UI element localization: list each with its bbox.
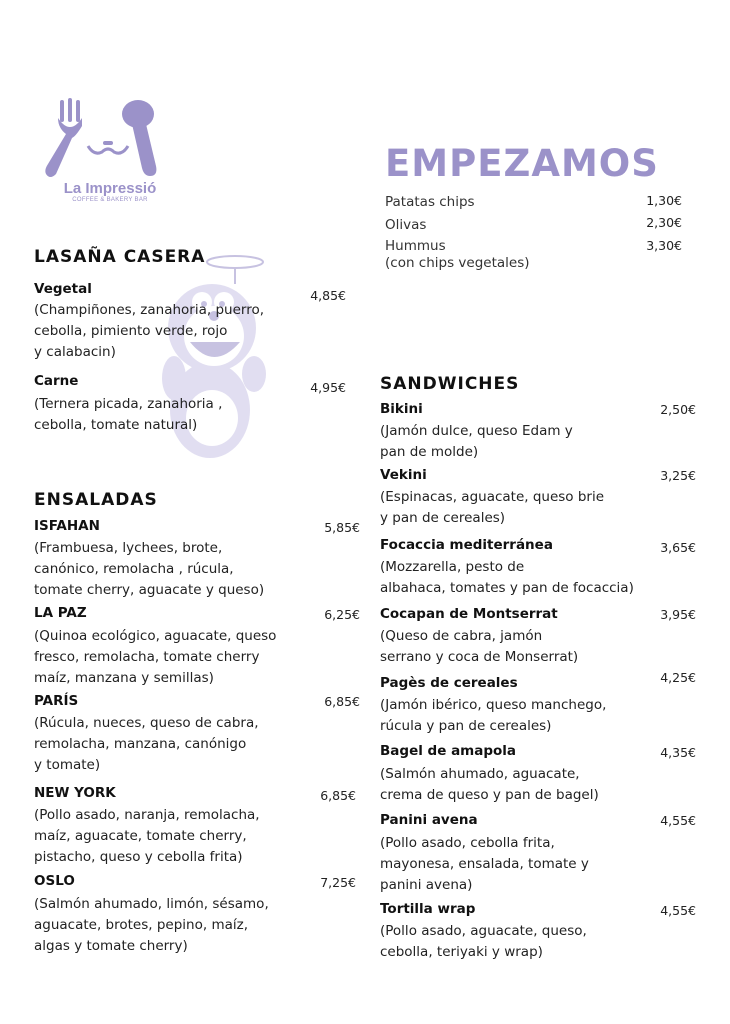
menu-item-name: Cocapan de Montserrat [380,606,558,622]
menu-item-price: 4,95€ [310,380,346,395]
menu-item-description: (Salmón ahumado, limón, sésamo, aguacate, brotes, pepino, maíz, algas y tomate cherry) [34,896,269,954]
menu-item-name: OSLO [34,873,75,889]
menu-item-description: (Pollo asado, naranja, remolacha, maíz, aguacate, tomate cherry, pistacho, queso y cebolla frita) [34,807,260,865]
menu-item-name: Focaccia mediterránea [380,537,553,553]
sandwiches-title: SANDWICHES [380,374,520,394]
menu-item-description: (Pollo asado, cebolla frita, mayonesa, ensalada, tomate y panini avena) [380,835,589,893]
menu-item-price: 4,55€ [660,903,696,918]
menu-item-price: 5,85€ [324,520,360,535]
menu-item-price: 4,85€ [310,288,346,303]
menu-item-description: (Jamón dulce, queso Edam y pan de molde) [380,423,573,460]
menu-item-price: 2,50€ [660,402,696,417]
menu-item-price: 4,25€ [660,670,696,685]
starter-item-price: 3,30€ [646,238,682,253]
menu-item-name: Bagel de amapola [380,743,517,759]
menu-item-name: Vekini [380,467,427,483]
menu-item-price: 6,85€ [324,694,360,709]
menu-item-price: 4,55€ [660,813,696,828]
menu-item-description: (Ternera picada, zanahoria , cebolla, tomate natural) [34,396,223,433]
ensaladas-title: ENSALADAS [34,490,158,510]
lasana-title: LASAÑA CASERA [34,247,206,267]
menu-item-price: 6,25€ [324,607,360,622]
menu-item-name: LA PAZ [34,605,87,621]
starters-title: EMPEZAMOS [385,142,659,185]
menu-item-description: (Pollo asado, aguacate, queso, cebolla, teriyaki y wrap) [380,923,587,960]
menu-item-description: (Queso de cabra, jamón serrano y coca de Monserrat) [380,628,579,665]
menu-item-name: PARÍS [34,693,79,709]
menu-item-description: (Espinacas, aguacate, queso brie y pan de cereales) [380,489,605,526]
menu-item-name: Tortilla wrap [380,901,476,917]
menu-item-name: Panini avena [380,812,478,828]
menu-item-name: Pagès de cereales [380,675,518,691]
menu-item-description: (Frambuesa, lychees, brote, canónico, remolacha , rúcula, tomate cherry, aguacate y queso) [34,540,265,598]
starter-item-name: Hummus (con chips vegetales) [385,238,530,271]
starter-item-price: 1,30€ [646,193,682,208]
menu-item-description: (Jamón ibérico, queso manchego, rúcula y pan de cereales) [380,697,607,734]
menu-item-description: (Quinoa ecológico, aguacate, queso fresco, remolacha, tomate cherry maíz, manzana y semillas) [34,628,277,686]
menu-item-description: (Mozzarella, pesto de albahaca, tomates y pan de focaccia) [380,559,634,596]
starter-item-name: Patatas chips [385,194,475,210]
menu-item-price: 3,25€ [660,468,696,483]
menu-item-name: ISFAHAN [34,518,100,534]
menu-item-name: Vegetal [34,281,92,297]
menu-item-price: 4,35€ [660,745,696,760]
brand-subtitle: COFFEE & BAKERY BAR [72,197,148,203]
starter-item-name: Olivas [385,217,427,233]
menu-item-price: 3,65€ [660,540,696,555]
menu-item-description: (Salmón ahumado, aguacate, crema de queso y pan de bagel) [380,766,599,803]
starter-item-price: 2,30€ [646,215,682,230]
menu-item-description: (Rúcula, nueces, queso de cabra, remolacha, manzana, canónigo y tomate) [34,715,259,773]
menu-item-name: Bikini [380,401,423,417]
menu-item-description: (Champiñones, zanahoria, puerro, cebolla, pimiento verde, rojo y calabacin) [34,302,264,360]
menu-item-price: 3,95€ [660,607,696,622]
brand-name: La Impressió [63,180,157,197]
menu-item-name: Carne [34,373,79,389]
menu-item-price: 6,85€ [320,788,356,803]
menu-item-name: NEW YORK [34,785,116,801]
menu-item-price: 7,25€ [320,875,356,890]
